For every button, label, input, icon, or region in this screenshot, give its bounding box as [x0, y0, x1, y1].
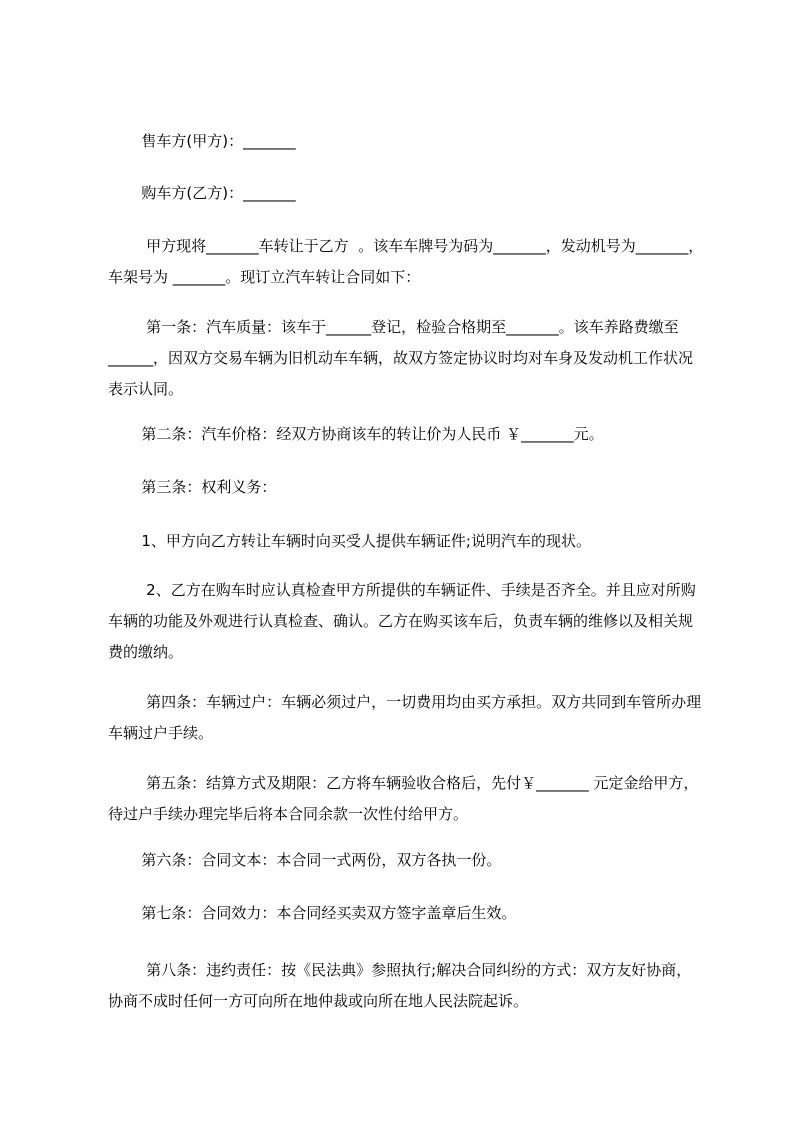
- article-2-paragraph: 第二条：汽车价格：经双方协商该车的转让价为人民币 ￥_______元。: [108, 425, 604, 443]
- article-7-paragraph: 第七条：合同效力：本合同经买卖双方签字盖章后生效。: [108, 904, 517, 922]
- article-4-paragraph: 第四条：车辆过户：车辆必须过户，一切费用均由买方承担。双方共同到车管所办理车辆过户手续。: [108, 693, 702, 742]
- article-3-item-1: 1、甲方向乙方转让车辆时向买受人提供车辆证件;说明汽车的现状。: [108, 532, 591, 550]
- article-1-paragraph: 第一条：汽车质量：该车于______登记，检验合格期至_______。该车养路费缴至______，因双方交易车辆为旧机动车车辆，故双方签定协议时均对车身及发动机工作状况表示认同。: [108, 318, 694, 398]
- article-3-item-2: 2、乙方在购车时应认真检查甲方所提供的车辆证件、手续是否齐全。并且应对所购车辆的功能及外观进行认真检查、确认。乙方在购买该车后，负责车辆的维修以及相关规费的缴纳。: [108, 581, 696, 661]
- intro-paragraph: 甲方现将_______车转让于乙方 。该车车牌号为码为_______，发动机号为_______，车架号为 _______。现订立汽车转让合同如下：: [108, 237, 704, 286]
- article-5-paragraph: 第五条：结算方式及期限：乙方将车辆验收合格后，先付￥_______ 元定金给甲方，待过户手续办理完毕后将本合同余款一次性付给甲方。: [108, 774, 699, 823]
- article-3-heading: 第三条：权利义务：: [108, 478, 277, 496]
- buyer-line: 购车方(乙方)：_______: [108, 184, 296, 202]
- article-6-paragraph: 第六条：合同文本：本合同一式两份，双方各执一份。: [108, 851, 502, 869]
- article-8-paragraph: 第八条：违约责任：按《民法典》参照执行;解决合同纠纷的方式：双方友好协商，协商不成时任何一方可向所在地仲裁或向所在地人民法院起诉。: [108, 961, 692, 1010]
- seller-line: 售车方(甲方)：_______: [108, 132, 296, 150]
